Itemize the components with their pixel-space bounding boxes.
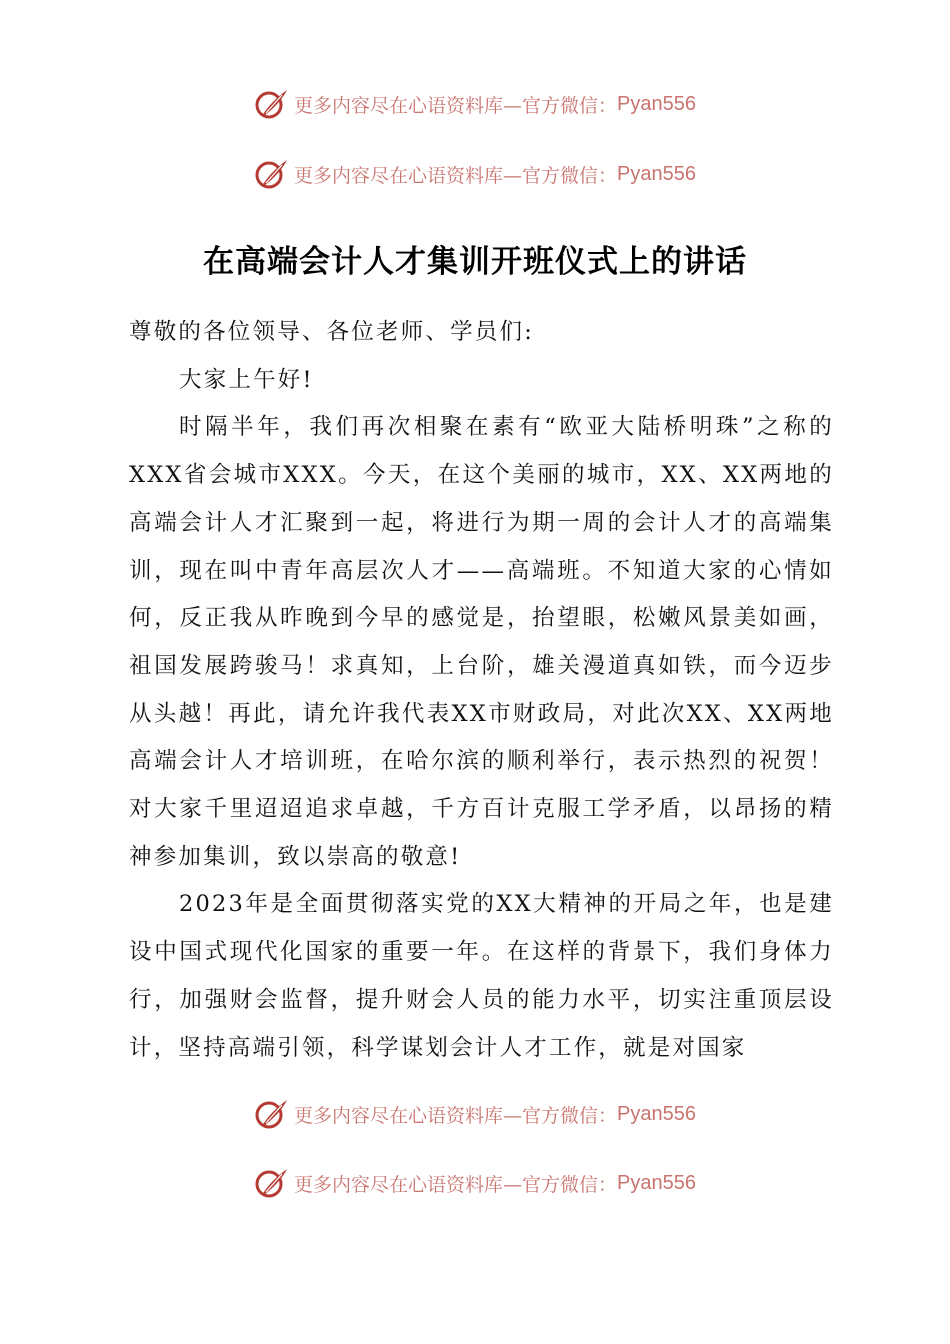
watermark-handle: Pyan556 — [617, 1102, 696, 1125]
salutation: 尊敬的各位领导、各位老师、学员们: — [129, 319, 534, 345]
quill-logo-icon — [254, 86, 290, 122]
watermark-handle: Pyan556 — [617, 162, 696, 185]
quill-logo-icon — [254, 1165, 290, 1201]
watermark-handle: Pyan556 — [617, 1171, 696, 1194]
document-body — [129, 309, 834, 1072]
quill-logo-icon — [254, 1096, 290, 1132]
watermark-text: 更多内容尽在心语资料库—官方微信： — [294, 1173, 618, 1196]
body-paragraph: 时隔半年，我们再次相聚在素有“欧亚大陆桥明珠”之称的XXX省会城市XXX。今天，在这个美丽的城市，XX、XX两地的高端会计人才汇聚到一起，将进行为期一周的会计人才的高端集训，现在叫中青年高层次人才——高端班。不知道大家的心情如何，反正我从昨晚到今早的感觉是，抬望眼，松嫩风景美如画，祖国发展跨骏马！求真知，上台阶，雄关漫道真如铁，而今迈步从头越！再此，请允许我代表XX市财政局，对此次XX、XX两地高端会计人才培训班，在哈尔滨的顺利举行，表示热烈的祝贺！对大家千里迢迢追求卓越，千方百计克服工学矛盾，以昂扬的精神参加集训，致以崇高的敬意! — [129, 414, 834, 870]
watermark-handle: Pyan556 — [617, 92, 696, 115]
quill-logo-icon — [254, 156, 290, 192]
document-title: 在高端会计人才集训开班仪式上的讲话 — [203, 244, 747, 280]
greeting: 大家上午好! — [179, 366, 314, 393]
watermark-text: 更多内容尽在心语资料库—官方微信： — [294, 164, 618, 187]
watermark-banner — [0, 154, 950, 194]
watermark-banner — [0, 84, 950, 124]
watermark-text: 更多内容尽在心语资料库—官方微信： — [294, 1104, 618, 1127]
watermark-banner — [0, 1163, 950, 1203]
watermark-banner — [0, 1094, 950, 1134]
body-paragraph: 2023年是全面贯彻落实党的XX大精神的开局之年，也是建设中国式现代化国家的重要一年。在这样的背景下，我们身体力行，加强财会监督，提升财会人员的能力水平，切实注重顶层设计，坚持高端引领，科学谋划会计人才工作，就是对国家 — [129, 891, 834, 1061]
watermark-text: 更多内容尽在心语资料库—官方微信： — [294, 94, 618, 117]
